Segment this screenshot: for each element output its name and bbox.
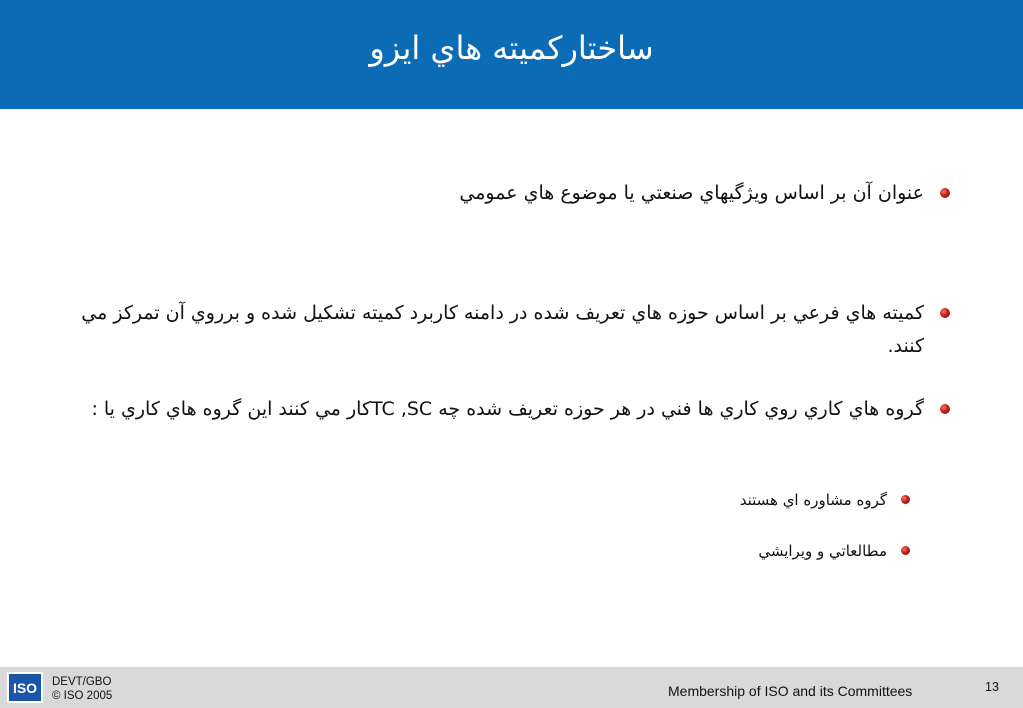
bullet-icon (940, 404, 950, 414)
bullet-icon (901, 495, 910, 504)
bullet-icon (940, 188, 950, 198)
iso-logo: ISO (7, 672, 43, 703)
footer-org (52, 675, 112, 703)
sub-bullet-text: گروه مشاوره اي هستند (739, 491, 887, 509)
footer-title: Membership of ISO and its Committees (668, 683, 913, 699)
bullet-text: كميته هاي فرعي بر اساس حوزه هاي تعريف شده در دامنه كاربرد كميته تشكيل شده و برروي آن تمركز مي كنند. (81, 302, 924, 357)
sub-bullet-text: مطالعاتي و ويرايشي (758, 542, 887, 560)
bullet-icon (940, 308, 950, 318)
sub-bullet-item (90, 538, 910, 564)
sub-bullet-item (90, 487, 910, 513)
bullet-item (70, 393, 950, 426)
page-number: 13 (985, 680, 999, 694)
bullet-text: گروه هاي كاري روي كاري ها فني در هر حوزه تعريف شده چه TC ,SCكار مي كنند اين گروه هاي كاري يا : (91, 398, 924, 420)
footer (0, 667, 1023, 708)
footer-org-line1: DEVT/GBO (52, 676, 112, 688)
bullet-icon (901, 546, 910, 555)
bullet-text: عنوان آن بر اساس ويژگيهاي صنعتي يا موضوع هاي عمومي (459, 182, 924, 204)
bullet-item (70, 297, 950, 363)
title-bar (0, 0, 1023, 109)
bullet-item (70, 177, 950, 210)
slide-title: ساختاركميته هاي ايزو (369, 28, 654, 67)
footer-org-line2: © ISO 2005 (52, 690, 113, 702)
